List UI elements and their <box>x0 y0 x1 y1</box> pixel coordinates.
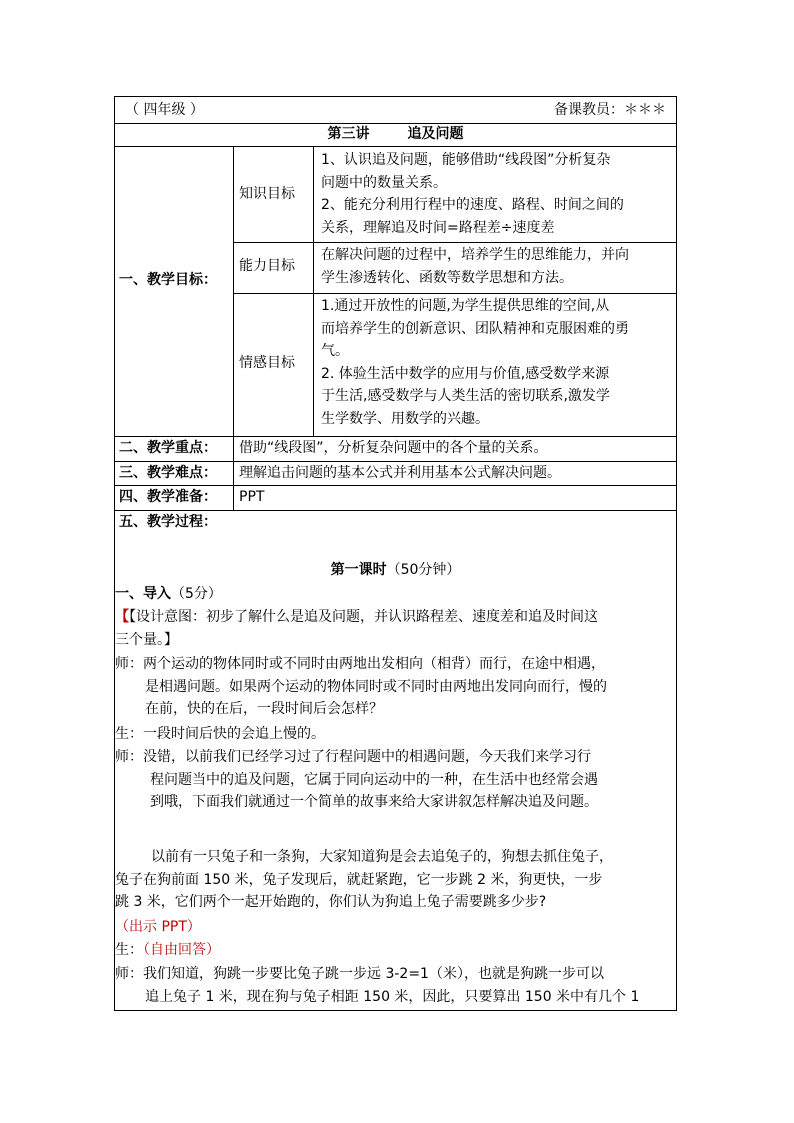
preparation-label: 四、教学准备： <box>119 489 217 505</box>
difficulty-text: 理解追击问题的基本公式并利用基本公式解决问题。 <box>239 465 561 481</box>
design-intent: 【【设计意图：初步了解什么是追及问题，并认识路程差、速度差和追及时间这 三个量。】 <box>115 609 598 648</box>
emotion-objective-text: 1.通过开放性的问题,为学生提供思维的空间,从 而培养学生的创新意识、团队精神和克服困难的勇 气。 2. 体验生活中数学的应用与价值,感受数学来源 于生活,感受数学与人类生活的密切联系,激发学 生学数学、用数学的兴趣。 <box>321 298 629 427</box>
knowledge-objective-text: 1、认识追及问题，能够借助“线段图”分析复杂 问题中的数量关系。 2、能充分利用行程中的速度、路程、时间之间的 关系，理解追及时间=路程差÷速度差 <box>321 152 624 236</box>
lesson-heading <box>115 559 676 581</box>
emotion-objective-label: 情感目标 <box>239 355 295 371</box>
lecture-topic: 追及问题 <box>407 126 464 142</box>
student-answer: 生：（自由回答） <box>115 942 220 958</box>
page-title <box>115 123 676 145</box>
lesson-title: 第一课时 <box>330 562 387 578</box>
column-divider <box>313 146 314 436</box>
grade-label: （ 四年级 ） <box>125 102 204 118</box>
row-divider <box>233 242 676 243</box>
teacher-explanation: 师：我们知道，狗跳一步要比兔子跳一步远 3-2=1（米），也就是狗跳一步可以 追上兔子 1 米，现在狗与兔子相距 150 米，因此，只要算出 150 米中有几个 1 <box>115 966 640 1005</box>
preparation-text: PPT <box>239 489 265 505</box>
lecture-number: 第三讲 <box>327 126 370 142</box>
row-divider <box>233 293 676 294</box>
intro-heading: 一、导入（5分） <box>115 586 222 602</box>
lesson-duration: （50分钟） <box>386 562 461 578</box>
teacher-label: 备课教员：＊＊＊ <box>554 102 666 118</box>
ability-objective-label: 能力目标 <box>239 258 295 274</box>
difficulty-label: 三、教学难点： <box>119 465 217 481</box>
row-divider <box>115 146 676 147</box>
dialogue-teacher-1: 师：两个运动的物体同时或不同时由两地出发相向（相背）而行，在途中相遇， 是相遇问题。如果两个运动的物体同时或不同时由两地出发同向而行，慢的 在前，快的在后，一段时间后会怎样？ <box>115 656 607 717</box>
dialogue-student-1: 生：一段时间后快的会追上慢的。 <box>115 726 325 742</box>
dialogue-teacher-2: 师：没错，以前我们已经学习过了行程问题中的相遇问题，今天我们来学习行 程问题当中的追及问题，它属于同向运动中的一种，在生活中也经常会遇 到哦，下面我们就通过一个简单的故事来给大家讲叙怎样解决追及问题。 <box>115 749 598 810</box>
story-paragraph: 以前有一只兔子和一条狗，大家知道狗是会去追兔子的，狗想去抓住兔子， 兔子在狗前面 150 米，兔子发现后，就赶紧跑，它一步跳 2 米，狗更快，一步 跳 3 米，它们两个一起开始跑的，你们认为狗追上兔子需要跳多少步? <box>115 849 613 910</box>
process-label: 五、教学过程： <box>119 514 217 530</box>
lesson-plan-table <box>114 96 677 1011</box>
objectives-label: 一、教学目标： <box>119 272 217 288</box>
key-point-label: 二、教学重点： <box>119 440 217 456</box>
knowledge-objective-label: 知识目标 <box>239 186 295 202</box>
ability-objective-text: 在解决问题的过程中，培养学生的思维能力，并向 学生渗透转化、函数等数学思想和方法。 <box>321 247 629 286</box>
column-divider <box>233 146 234 510</box>
show-ppt-note: （出示 PPT） <box>115 919 201 935</box>
key-point-text: 借助“线段图”，分析复杂问题中的各个量的关系。 <box>239 440 548 456</box>
